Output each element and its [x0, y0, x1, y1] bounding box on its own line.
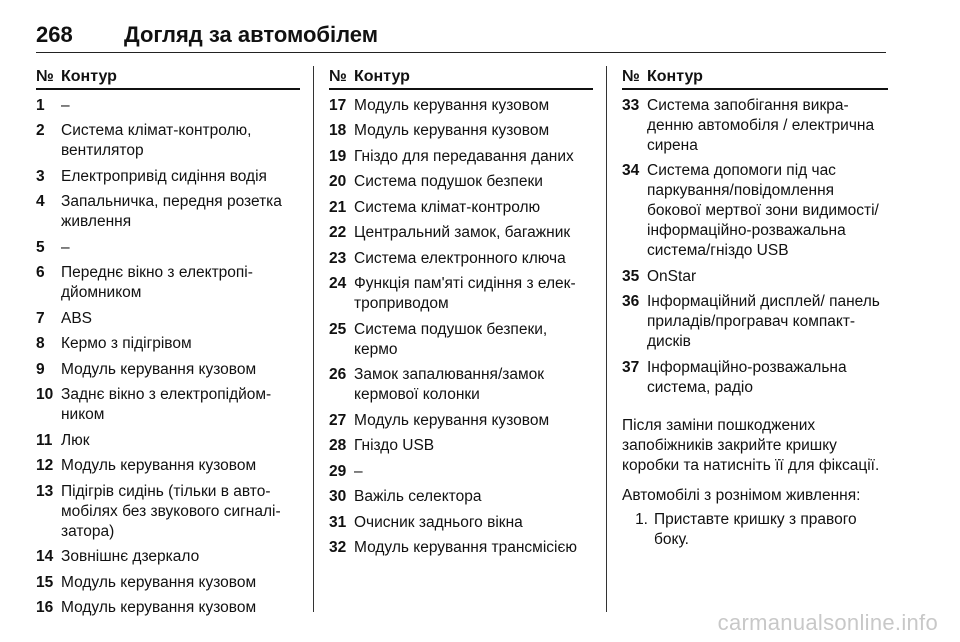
column-header-num: №	[329, 68, 347, 85]
fuse-number: 4	[36, 193, 45, 210]
step-number: 1.	[635, 510, 648, 528]
fuse-row	[329, 274, 593, 314]
fuse-circuit: Система електронного ключа	[354, 249, 566, 267]
fuse-number: 10	[36, 386, 54, 403]
fuse-number: 5	[36, 238, 45, 256]
fuse-circuit: Система клімат-контролю, вентилятор	[61, 122, 252, 159]
fuse-number: 30	[329, 488, 347, 505]
fuse-circuit: Люк	[61, 431, 90, 449]
fuse-number: 6	[36, 264, 45, 281]
fuse-row	[329, 198, 593, 218]
fuse-number: 23	[329, 249, 347, 267]
fuse-number: 20	[329, 173, 347, 190]
fuse-number: 3	[36, 167, 45, 185]
fuse-row	[36, 385, 300, 425]
fuse-row	[622, 161, 888, 261]
column-header	[36, 66, 300, 90]
fuse-row	[329, 223, 593, 243]
fuse-circuit: Модуль керування трансмісією	[354, 539, 577, 556]
fuse-number: 2	[36, 122, 45, 139]
fuse-row	[622, 267, 888, 287]
fuse-row	[329, 462, 593, 482]
fuse-number: 33	[622, 96, 640, 114]
column-header-label: Контур	[647, 68, 703, 85]
fuse-circuit: Система допомоги під час паркування/повідомлення бокової мертвої зони видимості/інформаційно-розважальна система/гніздо USB	[647, 162, 879, 259]
fuse-row	[329, 96, 593, 116]
fuse-circuit: Система клімат-контролю	[354, 198, 541, 216]
fuse-number: 24	[329, 275, 347, 292]
page-header	[36, 22, 886, 52]
fuse-row	[36, 192, 300, 232]
fuse-number: 11	[36, 431, 53, 449]
fuse-row	[36, 598, 300, 618]
fuse-circuit: Гніздо для передавання даних	[354, 147, 574, 165]
column-header-num: №	[36, 68, 54, 85]
column-header-label: Контур	[61, 68, 117, 85]
fuse-number: 29	[329, 462, 347, 480]
column-header	[329, 66, 593, 90]
fuse-circuit: Система запобігання викраденню автомобіля / електрична сирена	[647, 96, 875, 154]
fuse-row	[329, 538, 593, 558]
fuse-row	[329, 172, 593, 192]
fuse-circuit: Очисник заднього вікна	[354, 513, 523, 531]
fuse-circuit: Інформаційний дисплей/ панель приладів/програвач компакт-дисків	[647, 293, 880, 350]
fuse-circuit: Важіль селектора	[354, 488, 482, 505]
step-text: Приставте кришку з правого боку.	[654, 510, 857, 548]
fuse-number: 25	[329, 320, 347, 338]
fuse-row	[329, 487, 593, 507]
fuse-row	[329, 320, 593, 360]
fuse-row	[329, 147, 593, 167]
fuse-number: 34	[622, 162, 640, 179]
fuse-row	[36, 334, 300, 354]
page-number: 268	[36, 22, 73, 47]
fuse-row	[36, 456, 300, 476]
fuse-row	[36, 121, 300, 161]
fuse-row	[329, 436, 593, 456]
fuse-row	[36, 482, 300, 542]
fuse-circuit: Підігрів сидінь (тільки в автомобілях без звукового сигналізатора)	[61, 482, 281, 540]
fuse-number: 22	[329, 224, 347, 241]
fuse-number: 1	[36, 96, 45, 114]
fuse-circuit: –	[61, 238, 70, 256]
column-header-label: Контур	[354, 68, 410, 85]
fuse-row	[36, 167, 300, 187]
fuse-number: 17	[329, 96, 347, 114]
fuse-number: 7	[36, 309, 45, 327]
fuse-number: 28	[329, 437, 347, 454]
fuse-row	[329, 249, 593, 269]
note-paragraph: Після заміни пошкоджених запобіжників закрийте кришку коробки та натисніть її для фіксації.	[622, 416, 880, 474]
fuse-column-3	[622, 66, 888, 550]
fuse-column-2	[329, 66, 593, 558]
fuse-row	[622, 292, 888, 352]
fuse-row	[622, 96, 888, 156]
fuse-circuit: Модуль керування кузовом	[61, 573, 257, 591]
fuse-circuit: Запальничка, передня розетка живлення	[61, 193, 282, 230]
fuse-circuit: ABS	[61, 309, 93, 327]
column-header-num: №	[622, 68, 640, 85]
fuse-circuit: Гніздо USB	[354, 437, 435, 454]
fuse-circuit: Модуль керування кузовом	[354, 411, 550, 429]
fuse-number: 15	[36, 573, 54, 591]
fuse-number: 31	[329, 513, 347, 531]
fuse-number: 32	[329, 539, 347, 556]
fuse-row	[36, 263, 300, 303]
fuse-row	[329, 513, 593, 533]
fuse-row	[36, 96, 300, 116]
fuse-number: 8	[36, 335, 45, 352]
fuse-circuit: Система подушок безпеки	[354, 173, 543, 190]
fuse-number: 37	[622, 358, 640, 376]
fuse-number: 14	[36, 548, 54, 565]
fuse-circuit: Модуль керування кузовом	[354, 122, 550, 139]
fuse-row	[329, 365, 593, 405]
column-divider	[606, 66, 607, 612]
header-rule	[36, 52, 886, 53]
page-title: Догляд за автомобілем	[124, 22, 379, 47]
fuse-circuit: Кермо з підігрівом	[61, 335, 192, 352]
fuse-number: 27	[329, 411, 347, 429]
fuse-circuit: Модуль керування кузовом	[354, 96, 550, 114]
fuse-circuit: Система подушок безпеки, кермо	[354, 320, 548, 358]
fuse-row	[36, 431, 300, 451]
fuse-circuit: Заднє вікно з електропідйомником	[61, 386, 272, 423]
fuse-row	[329, 411, 593, 431]
fuse-number: 18	[329, 122, 347, 139]
fuse-circuit: Переднє вікно з електропідйомником	[61, 264, 253, 301]
fuse-circuit: Модуль керування кузовом	[61, 457, 257, 474]
fuse-number: 19	[329, 147, 347, 165]
fuse-circuit: –	[61, 96, 70, 114]
fuse-row	[36, 238, 300, 258]
fuse-circuit: Модуль керування кузовом	[61, 599, 257, 616]
fuse-circuit: Зовнішнє дзеркало	[61, 548, 200, 565]
fuse-number: 9	[36, 360, 45, 378]
fuse-number: 13	[36, 482, 54, 500]
fuse-row	[36, 309, 300, 329]
column-header	[622, 66, 888, 90]
fuse-list	[622, 96, 888, 398]
fuse-circuit: Центральний замок, багажник	[354, 224, 571, 241]
fuse-number: 35	[622, 267, 640, 285]
fuse-circuit: Замок запалювання/замок кермової колонки	[354, 366, 545, 403]
fuse-number: 21	[329, 198, 347, 216]
fuse-number: 26	[329, 366, 347, 383]
fuse-circuit: Електропривід сидіння водія	[61, 167, 267, 185]
fuse-row	[622, 358, 888, 398]
fuse-circuit: –	[354, 462, 363, 480]
fuse-circuit: Модуль керування кузовом	[61, 360, 257, 378]
fuse-number: 36	[622, 293, 640, 310]
fuse-row	[329, 121, 593, 141]
fuse-column-1	[36, 66, 300, 618]
fuse-circuit: OnStar	[647, 267, 697, 285]
fuse-row	[36, 547, 300, 567]
fuse-circuit: Інформаційно-розважальна система, радіо	[647, 358, 847, 396]
column-divider	[313, 66, 314, 612]
fuse-number: 12	[36, 457, 54, 474]
fuse-number: 16	[36, 599, 54, 616]
fuse-row	[36, 573, 300, 593]
fuse-circuit: Функція пам'яті сидіння з електроприводом	[354, 275, 576, 312]
instruction-step	[622, 510, 888, 550]
note-paragraph: Автомобілі з рознімом живлення:	[622, 486, 861, 504]
watermark: carmanualsonline.info	[717, 610, 938, 635]
fuse-row	[36, 360, 300, 380]
